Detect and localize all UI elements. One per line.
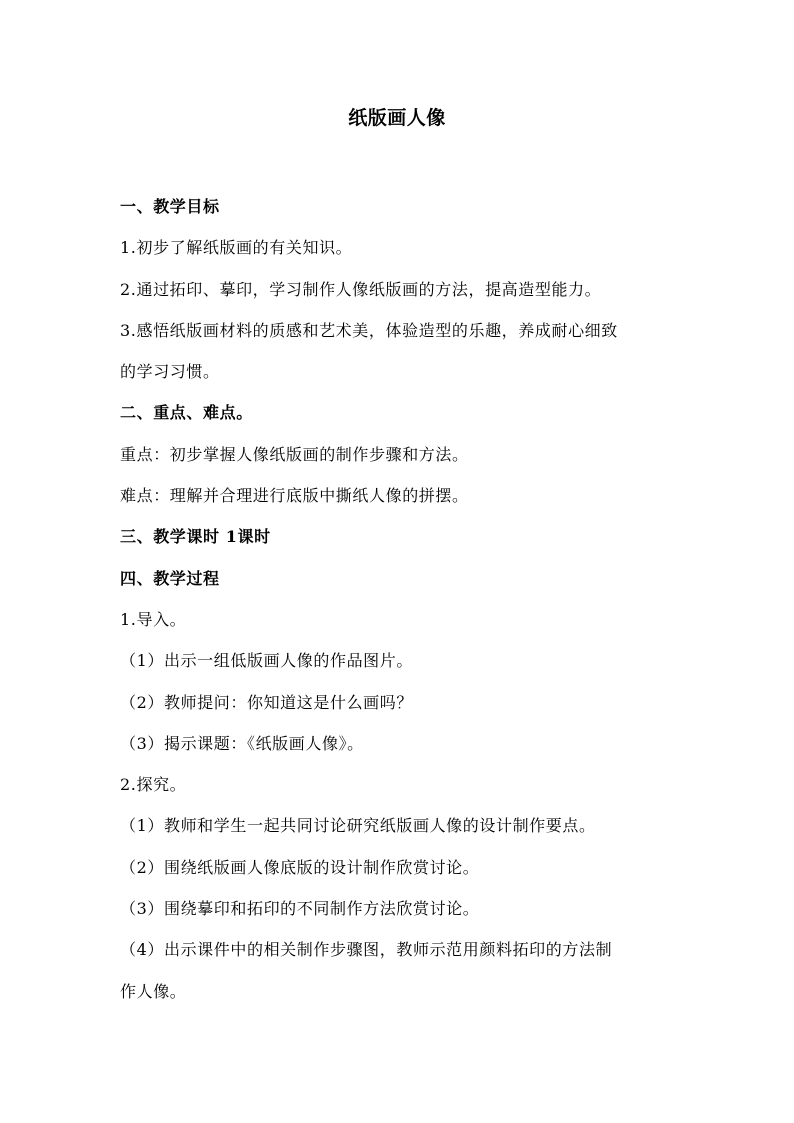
paragraph-line: 2.通过拓印、摹印，学习制作人像纸版画的方法，提高造型能力。 — [120, 279, 602, 299]
paragraph-line: 2.探究。 — [120, 775, 187, 795]
document-title: 纸版画人像 — [348, 107, 446, 129]
section-heading: 三、教学课时 1课时 — [120, 527, 271, 547]
paragraph-line: （3）围绕摹印和拓印的不同制作方法欣赏讨论。 — [120, 899, 480, 919]
section-heading: 一、教学目标 — [120, 197, 220, 216]
paragraph-line: 3.感悟纸版画材料的质感和艺术美，体验造型的乐趣，养成耐心细致 — [120, 320, 618, 340]
document-body — [120, 186, 680, 1012]
paragraph-line: （1）出示一组低版画人像的作品图片。 — [120, 651, 413, 671]
paragraph-line: （3）揭示课题：《纸版画人像》。 — [120, 733, 364, 753]
paragraph-line: 难点：理解并合理进行底版中撕纸人像的拼摆。 — [120, 486, 469, 506]
paragraph-line: 的学习习惯。 — [120, 362, 220, 382]
paragraph-line: （1）教师和学生一起共同讨论研究纸版画人像的设计制作要点。 — [120, 816, 596, 836]
section-heading: 二、重点、难点。 — [120, 403, 253, 423]
paragraph-line: （2）围绕纸版画人像底版的设计制作欣赏讨论。 — [120, 857, 480, 877]
paragraph-line: 1.初步了解纸版画的有关知识。 — [120, 238, 353, 258]
section-heading: 四、教学过程 — [120, 568, 220, 588]
paragraph-line: 重点：初步掌握人像纸版画的制作步骤和方法。 — [120, 444, 469, 464]
paragraph-line: （2）教师提问：你知道这是什么画吗？ — [120, 692, 413, 712]
paragraph-line: （4）出示课件中的相关制作步骤图，教师示范用颜料拓印的方法制 — [120, 940, 613, 960]
paragraph-line: 作人像。 — [120, 981, 187, 1001]
paragraph-line: 1.导入。 — [120, 609, 187, 629]
